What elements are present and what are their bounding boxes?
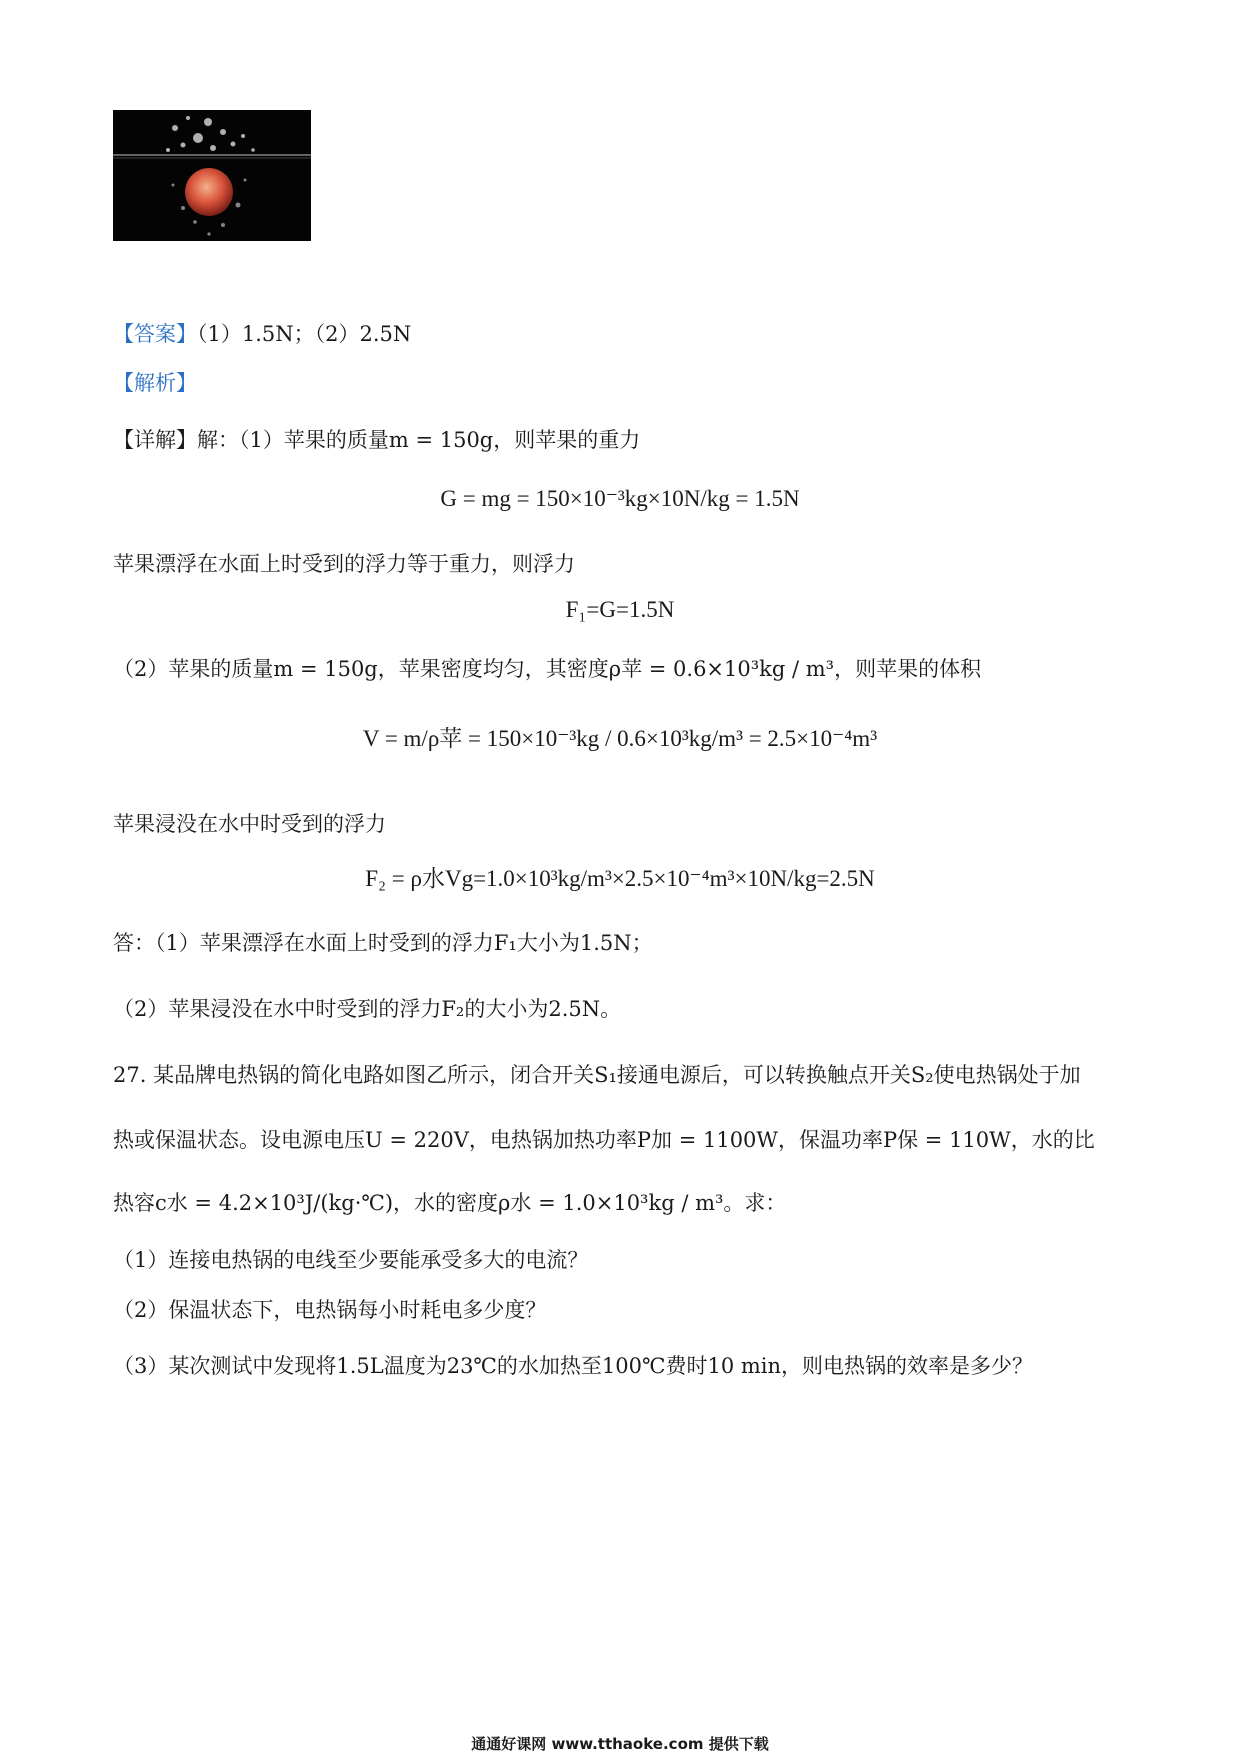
page-footer: 通通好课网 www.tthaoke.com 提供下载 [471, 1735, 769, 1753]
equation-buoyancy-1: F₁=G=1.5N [565, 597, 675, 622]
equation-gravity: G = mg = 150×10⁻³kg×10N/kg = 1.5N [440, 486, 800, 511]
detail-line-3: （2）苹果的质量m = 150g，苹果密度均匀，其密度ρ苹 = 0.6×10³kg / m³，则苹果的体积 [113, 657, 982, 681]
question-27-part-1: （1）连接电热锅的电线至少要能承受多大的电流？ [113, 1248, 589, 1272]
detail-line-4: 苹果浸没在水中时受到的浮力 [113, 812, 386, 836]
detail-line-2: 苹果漂浮在水面上时受到的浮力等于重力，则浮力 [113, 552, 575, 576]
question-27-line-3: 热容c水 = 4.2×10³J/(kg·℃)，水的密度ρ水 = 1.0×10³kg / m³。求： [113, 1191, 787, 1215]
equation-volume: V = m/ρ苹 = 150×10⁻³kg / 0.6×10³kg/m³ = 2.5×10⁻⁴m³ [362, 726, 878, 751]
answer-statement-1: 答：（1）苹果漂浮在水面上时受到的浮力F₁大小为1.5N； [113, 931, 653, 955]
equation-buoyancy-2: F₂ = ρ水Vg=1.0×10³kg/m³×2.5×10⁻⁴m³×10N/kg=2.5N [365, 866, 875, 891]
question-27-part-3: （3）某次测试中发现将1.5L温度为23℃的水加热至100℃费时10 min，则电热锅的效率是多少？ [113, 1354, 1034, 1378]
detail-tag: 【详解】 [113, 428, 197, 452]
answer-text: （1）1.5N；（2）2.5N [197, 322, 412, 346]
question-27-line-1: 27. 某品牌电热锅的简化电路如图乙所示，闭合开关S₁接通电源后，可以转换触点开关S₂使电热锅处于加 [113, 1063, 1081, 1087]
answer-line [113, 318, 411, 348]
apple-in-water-photo [113, 110, 311, 241]
answer-tag: 【答案】 [113, 322, 197, 346]
detail-text-1: 解：（1）苹果的质量m = 150g，则苹果的重力 [197, 428, 641, 452]
answer-statement-2: （2）苹果浸没在水中时受到的浮力F₂的大小为2.5N。 [113, 997, 622, 1021]
detail-line-1 [113, 424, 640, 454]
question-27-line-2: 热或保温状态。设电源电压U = 220V，电热锅加热功率P加 = 1100W，保温功率P保 = 110W，水的比 [113, 1128, 1095, 1152]
question-27-part-2: （2）保温状态下，电热锅每小时耗电多少度？ [113, 1298, 547, 1322]
analysis-tag: 【解析】 [113, 371, 197, 395]
